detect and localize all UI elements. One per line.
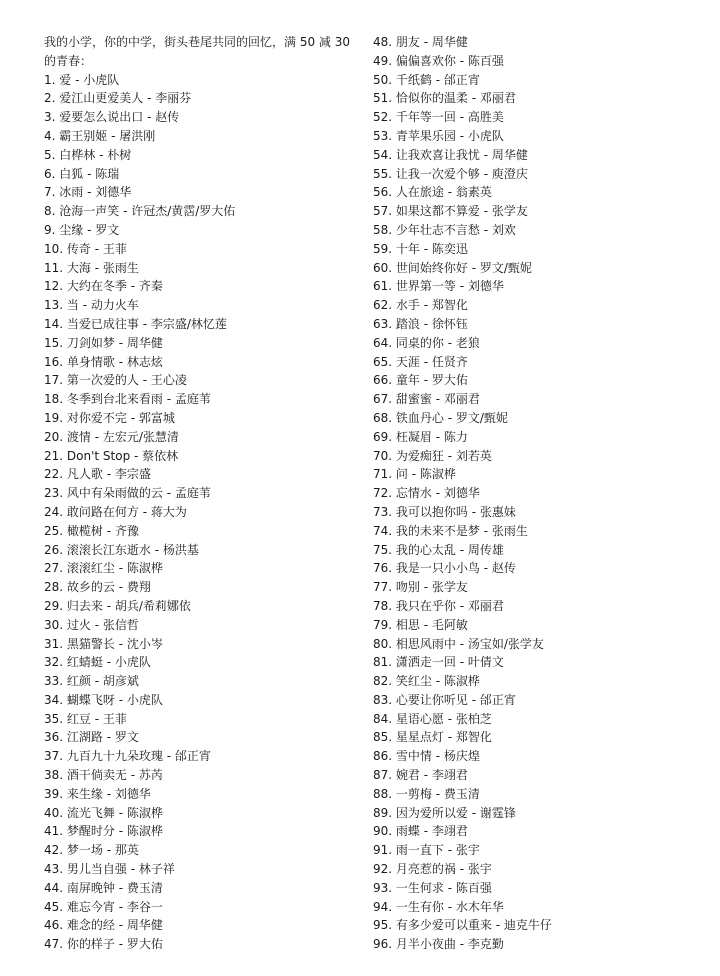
song-list-item: 1. 爱 - 小虎队	[44, 72, 120, 87]
song-list-item: 87. 婉君 - 李翊君	[373, 768, 468, 783]
song-list-item: 93. 一生何求 - 陈百强	[373, 880, 492, 895]
song-list-item: 14. 当爱已成往事 - 李宗盛/林忆莲	[44, 316, 227, 331]
song-list-item: 88. 一剪梅 - 费玉清	[373, 786, 480, 801]
left-column	[44, 33, 362, 954]
song-list-item: 3. 爱要怎么说出口 - 赵传	[44, 110, 180, 125]
song-list-item: 8. 沧海一声笑 - 许冠杰/黄霑/罗大佑	[44, 204, 236, 219]
song-list-item: 37. 九百九十九朵玫瑰 - 邰正宵	[44, 749, 211, 764]
song-list-item: 84. 星语心愿 - 张柏芝	[373, 711, 492, 726]
song-list-item: 24. 敢问路在何方 - 蒋大为	[44, 504, 187, 519]
song-list-item: 41. 梦醒时分 - 陈淑桦	[44, 824, 163, 839]
song-list-item: 94. 一生有你 - 水木年华	[373, 899, 504, 914]
song-list-item: 16. 单身情歌 - 林志炫	[44, 354, 163, 369]
song-list-item: 74. 我的未来不是梦 - 张雨生	[373, 523, 528, 538]
song-list-item: 63. 踏浪 - 徐怀钰	[373, 316, 468, 331]
song-list-item: 76. 我是一只小小鸟 - 赵传	[373, 561, 516, 576]
right-column	[373, 33, 703, 954]
song-list-item: 61. 世界第一等 - 刘德华	[373, 279, 504, 294]
song-list-item: 65. 天涯 - 任贤齐	[373, 354, 468, 369]
song-list-item: 11. 大海 - 张雨生	[44, 260, 139, 275]
song-list-item: 7. 冰雨 - 刘德华	[44, 185, 132, 200]
song-list-item: 48. 朋友 - 周华健	[373, 35, 468, 49]
song-list-item: 31. 黑猫警长 - 沈小岑	[44, 636, 163, 651]
song-list-item: 57. 如果这都不算爱 - 张学友	[373, 204, 528, 219]
song-list-item: 69. 枉凝眉 - 陈力	[373, 429, 468, 444]
song-list-item: 68. 铁血丹心 - 罗文/甄妮	[373, 410, 508, 425]
song-list-item: 38. 酒干倘卖无 - 苏芮	[44, 768, 163, 783]
song-list-item: 30. 过火 - 张信哲	[44, 617, 139, 632]
intro-line-1: 我的小学，你的中学，街头巷尾共同的回忆，满 50 减 30	[44, 35, 350, 49]
song-list-right	[373, 33, 703, 954]
song-list-item: 36. 江湖路 - 罗文	[44, 730, 139, 745]
song-list-item: 62. 水手 - 郑智化	[373, 298, 468, 313]
song-list-item: 5. 白桦林 - 朴树	[44, 147, 132, 162]
song-list-item: 26. 滚滚长江东逝水 - 杨洪基	[44, 542, 199, 557]
song-list-item: 58. 少年壮志不言愁 - 刘欢	[373, 222, 516, 237]
song-list-item: 43. 男儿当自强 - 林子祥	[44, 862, 175, 877]
song-list-item: 20. 渡情 - 左宏元/张慧清	[44, 429, 179, 444]
song-list-item: 12. 大约在冬季 - 齐秦	[44, 279, 163, 294]
song-list-item: 86. 雪中情 - 杨庆煌	[373, 749, 480, 764]
song-list-item: 44. 南屏晚钟 - 费玉清	[44, 880, 163, 895]
song-list-item: 15. 刀剑如梦 - 周华健	[44, 335, 163, 350]
intro-line-2: 的青春：	[44, 53, 93, 68]
song-list-item: 9. 尘缘 - 罗文	[44, 222, 120, 237]
song-list-item: 40. 流光飞舞 - 陈淑桦	[44, 805, 163, 820]
song-list-item: 2. 爱江山更爱美人 - 李丽芬	[44, 91, 192, 106]
song-list-item: 29. 归去来 - 胡兵/希莉娜依	[44, 598, 191, 613]
song-list-item: 47. 你的样子 - 罗大佑	[44, 937, 163, 952]
song-list-item: 22. 凡人歌 - 李宗盛	[44, 467, 151, 482]
song-list-item: 35. 红豆 - 王菲	[44, 711, 127, 726]
song-list-item: 77. 吻别 - 张学友	[373, 580, 468, 595]
song-list-item: 19. 对你爱不完 - 郭富城	[44, 410, 175, 425]
song-list-item: 18. 冬季到台北来看雨 - 孟庭苇	[44, 392, 211, 407]
song-list-item: 49. 偏偏喜欢你 - 陈百强	[373, 53, 504, 68]
song-list-item: 81. 潇洒走一回 - 叶倩文	[373, 655, 504, 670]
song-list-item: 64. 同桌的你 - 老狼	[373, 335, 480, 350]
song-list-item: 90. 雨蝶 - 李翊君	[373, 824, 468, 839]
song-list-item: 91. 雨一直下 - 张宇	[373, 843, 480, 858]
song-list-item: 66. 童年 - 罗大佑	[373, 373, 468, 388]
song-list-item: 60. 世间始终你好 - 罗文/甄妮	[373, 260, 532, 275]
song-list-item: 21. Don't Stop - 蔡依林	[44, 448, 179, 463]
song-list-item: 23. 风中有朵雨做的云 - 孟庭苇	[44, 486, 211, 501]
song-list-item: 42. 梦一场 - 那英	[44, 843, 139, 858]
song-list-item: 10. 传奇 - 王菲	[44, 241, 127, 256]
song-list-item: 92. 月亮惹的祸 - 张宇	[373, 862, 492, 877]
song-list-item: 33. 红颜 - 胡彦斌	[44, 674, 139, 689]
song-list-item: 6. 白狐 - 陈瑞	[44, 166, 120, 181]
song-list-item: 73. 我可以抱你吗 - 张惠妹	[373, 504, 516, 519]
song-list-item: 46. 难念的经 - 周华健	[44, 918, 163, 933]
song-list-item: 45. 难忘今宵 - 李谷一	[44, 899, 163, 914]
song-list-item: 79. 相思 - 毛阿敏	[373, 617, 468, 632]
song-list-item: 51. 恰似你的温柔 - 邓丽君	[373, 91, 516, 106]
song-list-item: 39. 来生缘 - 刘德华	[44, 786, 151, 801]
song-list-item: 52. 千年等一回 - 高胜美	[373, 110, 504, 125]
song-list-item: 72. 忘情水 - 刘德华	[373, 486, 480, 501]
song-list-item: 67. 甜蜜蜜 - 邓丽君	[373, 392, 480, 407]
song-list-item: 53. 青苹果乐园 - 小虎队	[373, 128, 504, 143]
song-list-left	[44, 71, 362, 954]
song-list-item: 59. 十年 - 陈奕迅	[373, 241, 468, 256]
song-list-item: 4. 霸王别姬 - 屠洪刚	[44, 128, 156, 143]
song-list-item: 83. 心要让你听见 - 邰正宵	[373, 692, 516, 707]
song-list-item: 89. 因为爱所以爱 - 谢霆锋	[373, 805, 516, 820]
song-list-item: 17. 第一次爱的人 - 王心凌	[44, 373, 187, 388]
song-list-item: 71. 问 - 陈淑桦	[373, 467, 456, 482]
song-list-item: 82. 笑红尘 - 陈淑桦	[373, 674, 480, 689]
song-list-item: 75. 我的心太乱 - 周传雄	[373, 542, 504, 557]
song-list-item: 55. 让我一次爱个够 - 庾澄庆	[373, 166, 528, 181]
song-list-item: 96. 月半小夜曲 - 李克勤	[373, 937, 504, 952]
song-list-item: 32. 红蜻蜓 - 小虎队	[44, 655, 151, 670]
song-list-item: 13. 当 - 动力火车	[44, 298, 139, 313]
song-list-item: 70. 为爱痴狂 - 刘若英	[373, 448, 492, 463]
song-list-item: 80. 相思风雨中 - 汤宝如/张学友	[373, 636, 544, 651]
song-list-item: 50. 千纸鹤 - 邰正宵	[373, 72, 480, 87]
song-list-item: 28. 故乡的云 - 费翔	[44, 580, 151, 595]
song-list-item: 27. 滚滚红尘 - 陈淑桦	[44, 561, 163, 576]
song-list-item: 95. 有多少爱可以重来 - 迪克牛仔	[373, 918, 552, 933]
song-list-item: 85. 星星点灯 - 郑智化	[373, 730, 492, 745]
song-list-item: 78. 我只在乎你 - 邓丽君	[373, 598, 504, 613]
song-list-item: 34. 蝴蝶飞呀 - 小虎队	[44, 692, 163, 707]
song-list-item: 56. 人在旅途 - 翁素英	[373, 185, 492, 200]
song-list-item: 25. 橄榄树 - 齐豫	[44, 523, 139, 538]
song-list-item: 54. 让我欢喜让我忧 - 周华健	[373, 147, 528, 162]
